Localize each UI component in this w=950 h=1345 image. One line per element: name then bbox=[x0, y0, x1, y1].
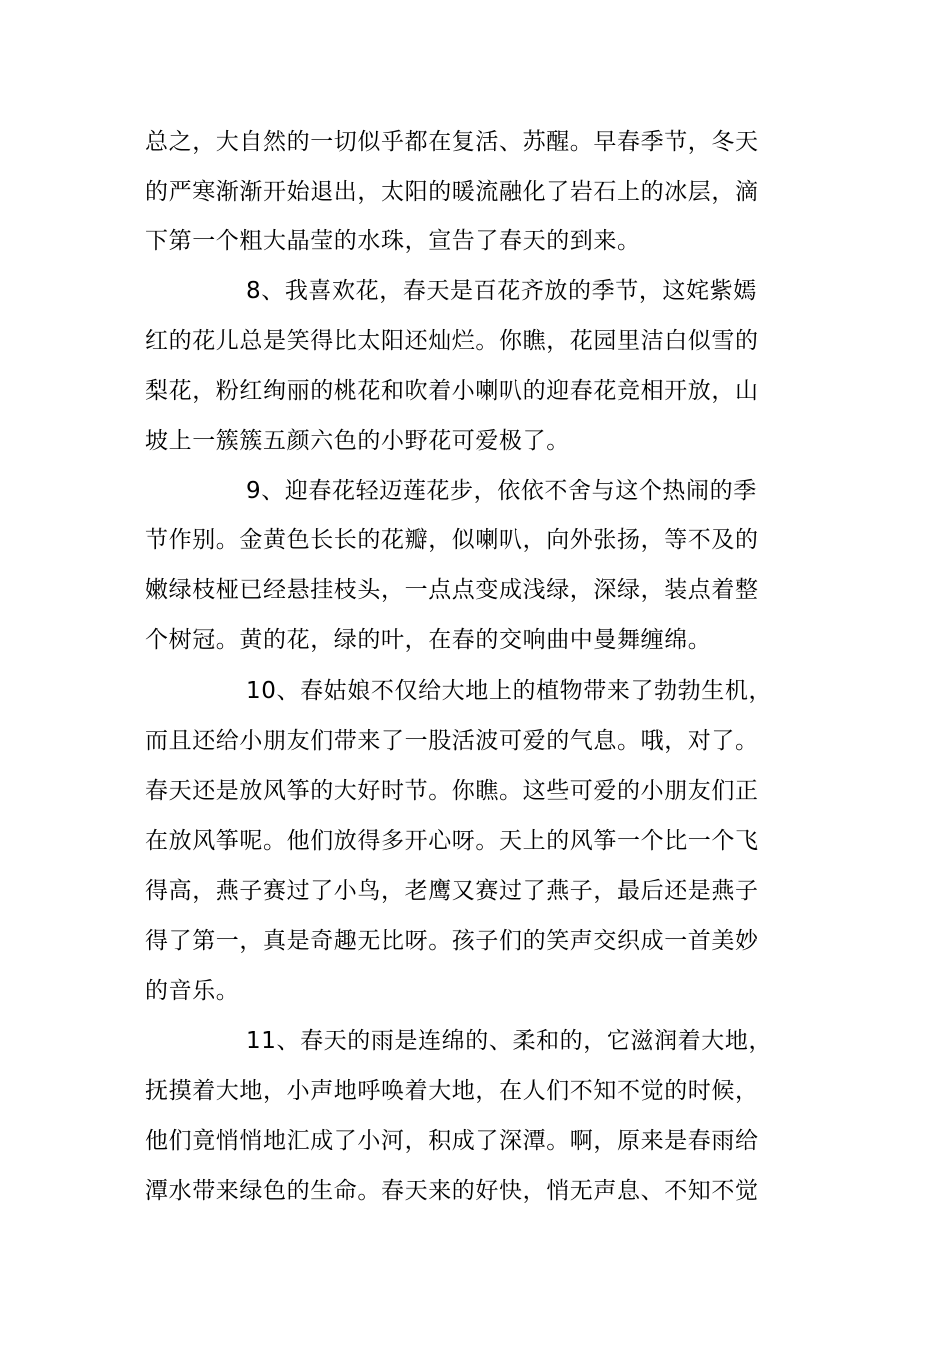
text-line: 嫩绿枝桠已经悬挂枝头，一点点变成浅绿，深绿，装点着整 bbox=[145, 577, 759, 603]
text-line: 红的花儿总是笑得比太阳还灿烂。你瞧，花园里洁白似雪的 bbox=[145, 328, 759, 354]
text-line: 得高，燕子赛过了小鸟，老鹰又赛过了燕子，最后还是燕子 bbox=[145, 878, 759, 904]
text-line: 春天还是放风筝的大好时节。你瞧。这些可爱的小朋友们正 bbox=[145, 778, 759, 804]
text-line: 梨花，粉红绚丽的桃花和吹着小喇叭的迎春花竞相开放，山 bbox=[145, 378, 759, 404]
text-line: 得了第一，真是奇趣无比呀。孩子们的笑声交织成一首美妙 bbox=[145, 928, 759, 954]
text-line: 而且还给小朋友们带来了一股活波可爱的气息。哦，对了。 bbox=[145, 728, 759, 754]
text-line: 节作别。金黄色长长的花瓣，似喇叭，向外张扬，等不及的 bbox=[145, 527, 759, 553]
text-line: 他们竟悄悄地汇成了小河，积成了深潭。啊，原来是春雨给 bbox=[145, 1128, 759, 1154]
text-line: 坡上一簇簇五颜六色的小野花可爱极了。 bbox=[145, 428, 570, 454]
text-line: 的音乐。 bbox=[145, 978, 240, 1004]
paragraph-9-start: 9、迎春花轻迈莲花步，依依不舍与这个热闹的季 bbox=[246, 478, 757, 504]
text-line: 总之，大自然的一切似乎都在复活、苏醒。早春季节，冬天 bbox=[145, 129, 759, 155]
paragraph-11-start: 11、春天的雨是连绵的、柔和的，它滋润着大地， bbox=[246, 1028, 773, 1054]
text-line: 潭水带来绿色的生命。春天来的好快，悄无声息、不知不觉 bbox=[145, 1178, 759, 1204]
paragraph-8-start: 8、我喜欢花，春天是百花齐放的季节，这姹紫嫣 bbox=[246, 278, 757, 304]
paragraph-10-start: 10、春姑娘不仅给大地上的植物带来了勃勃生机， bbox=[246, 678, 773, 704]
text-line: 个树冠。黄的花，绿的叶，在春的交响曲中曼舞缠绵。 bbox=[145, 627, 712, 653]
text-line: 的严寒渐渐开始退出，太阳的暖流融化了岩石上的冰层，滴 bbox=[145, 179, 759, 205]
text-line: 在放风筝呢。他们放得多开心呀。天上的风筝一个比一个飞 bbox=[145, 828, 759, 854]
text-line: 下第一个粗大晶莹的水珠，宣告了春天的到来。 bbox=[145, 228, 641, 254]
text-line: 抚摸着大地，小声地呼唤着大地，在人们不知不觉的时候， bbox=[145, 1078, 759, 1104]
